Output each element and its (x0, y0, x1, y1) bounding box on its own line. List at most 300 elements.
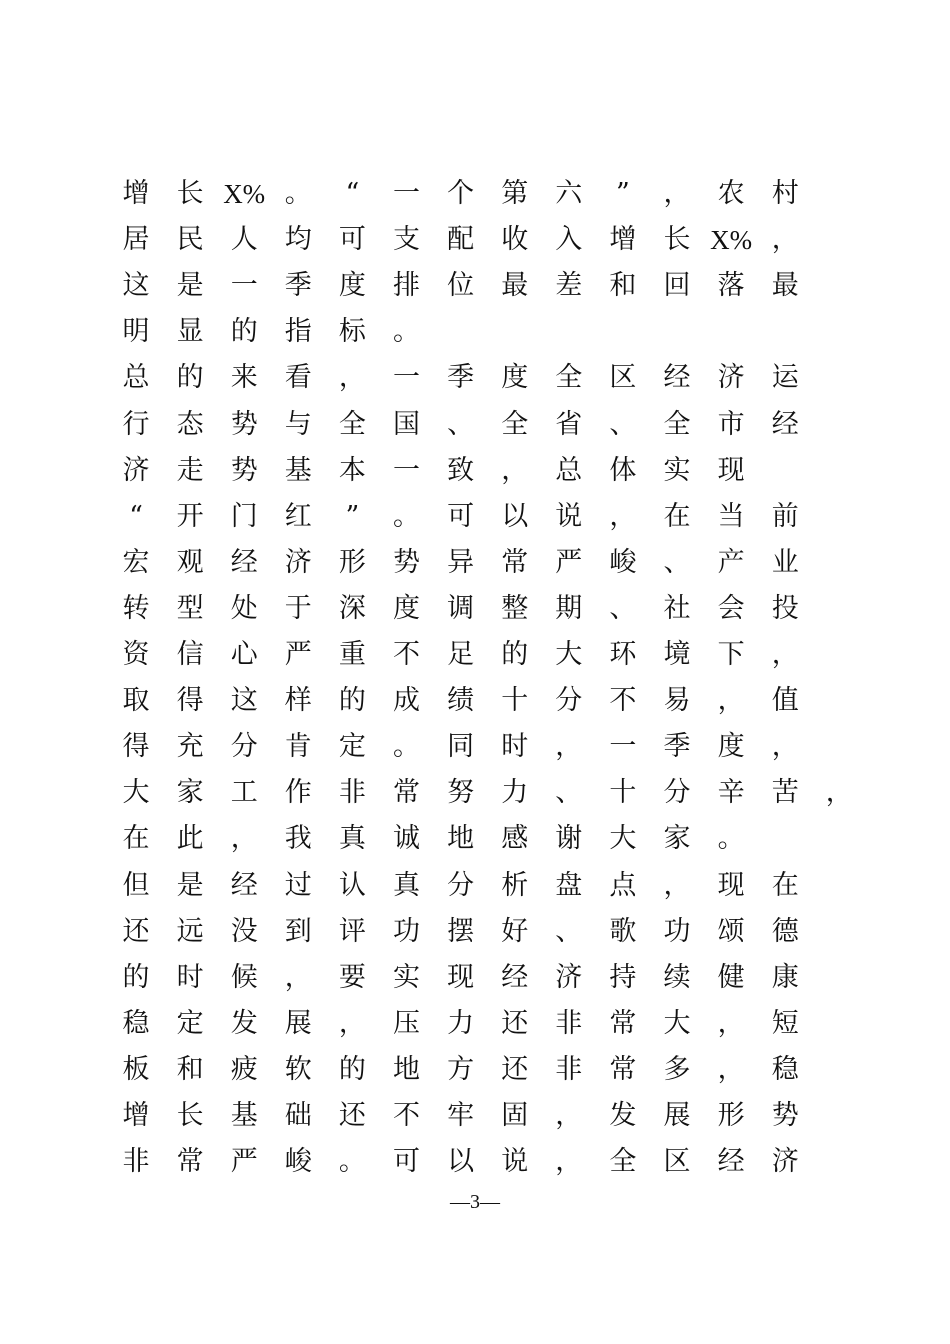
text-char: 软 (284, 1053, 312, 1085)
text-char: 十 (609, 777, 637, 809)
text-char: 可 (447, 500, 475, 532)
text-char: 认 (338, 869, 366, 901)
text-char: 实 (393, 961, 420, 993)
text-char: 真 (338, 823, 366, 855)
text-line (0, 727, 950, 767)
text-char: 此 (176, 823, 204, 855)
text-char: 省 (555, 408, 583, 440)
text-char: 时 (501, 731, 529, 763)
text-char: 诚 (393, 823, 420, 855)
text-char: 峻 (284, 1146, 312, 1178)
text-char: 方 (447, 1053, 475, 1085)
text-char: 功 (393, 915, 420, 947)
text-char: 不 (393, 1100, 420, 1131)
text-char: 人 (230, 224, 258, 256)
text-char: 易 (663, 685, 691, 717)
text-char: 板 (122, 1053, 150, 1085)
text-char: 到 (284, 915, 312, 947)
text-char: 展 (663, 1100, 691, 1131)
text-char: 本 (338, 454, 366, 486)
text-char: 这 (230, 685, 258, 717)
text-char: 我 (284, 823, 312, 855)
text-char: 功 (663, 915, 691, 947)
text-char: 和 (609, 270, 637, 302)
text-char: 区 (663, 1146, 691, 1178)
text-char: 盘 (555, 869, 583, 901)
text-char: 经 (663, 362, 691, 394)
text-char: 全 (609, 1146, 637, 1178)
text-char: 工 (230, 777, 258, 809)
text-char: 续 (663, 961, 691, 993)
text-line (0, 635, 950, 675)
text-char: ， (284, 961, 312, 993)
text-char: 度 (717, 731, 745, 763)
text-char: ， (338, 362, 366, 394)
text-char: 经 (717, 1146, 745, 1178)
text-char: 红 (284, 500, 312, 532)
text-char: 以 (447, 1146, 475, 1178)
text-char: 是 (176, 869, 204, 901)
text-char: 深 (338, 592, 366, 624)
text-char: 势 (393, 546, 420, 578)
text-char: 得 (122, 731, 150, 763)
text-char: ， (609, 500, 637, 532)
text-char: 前 (771, 500, 799, 532)
text-char: 分 (230, 731, 258, 763)
text-char: 的 (122, 961, 150, 993)
text-char: 异 (447, 546, 475, 578)
text-char: 度 (338, 270, 366, 302)
text-char: 差 (555, 270, 583, 302)
text-char: 摆 (447, 915, 475, 947)
text-char: 形 (717, 1100, 745, 1131)
text-char: 疲 (230, 1053, 258, 1085)
text-char: 第 (501, 178, 529, 209)
text-char: 现 (447, 961, 475, 993)
text-char: 一 (230, 270, 258, 302)
text-char: 础 (284, 1100, 312, 1131)
text-char: ， (717, 1007, 745, 1039)
text-char: 持 (609, 961, 637, 993)
text-char: 济 (555, 961, 583, 993)
text-char: 业 (771, 546, 799, 578)
text-char: 说 (555, 500, 583, 532)
text-char: 来 (230, 362, 258, 394)
text-char: 好 (501, 915, 529, 947)
text-char: 、 (609, 592, 637, 624)
text-line (0, 1142, 950, 1182)
text-char: 社 (663, 592, 691, 624)
text-char: 肯 (284, 731, 312, 763)
text-char: 非 (122, 1146, 150, 1178)
text-char: 发 (609, 1100, 637, 1131)
text-line (0, 266, 950, 306)
text-char: 村 (771, 178, 799, 209)
text-line (0, 405, 950, 445)
text-char: 得 (176, 685, 204, 717)
text-line (0, 1050, 950, 1090)
text-char: 常 (393, 777, 420, 809)
text-char: 信 (176, 639, 204, 670)
text-char: ， (555, 731, 583, 763)
text-char: 的 (176, 362, 204, 394)
text-char: 总 (555, 454, 583, 486)
text-char: 的 (230, 316, 258, 348)
text-char: 的 (501, 639, 529, 670)
text-char: 度 (393, 592, 420, 624)
text-char: 谢 (555, 823, 583, 855)
text-char: 宏 (122, 546, 150, 578)
text-char: 在 (663, 500, 691, 532)
text-char: 时 (176, 961, 204, 993)
text-char: 多 (663, 1053, 691, 1085)
text-char: 。 (717, 823, 745, 855)
text-char: 开 (176, 500, 204, 532)
text-char: 排 (393, 270, 420, 302)
text-char: 势 (230, 454, 258, 486)
text-char: 重 (338, 639, 366, 670)
text-char: 入 (555, 224, 583, 256)
text-char: 严 (230, 1146, 258, 1178)
text-char: 势 (230, 408, 258, 440)
text-line (0, 912, 950, 952)
text-line (0, 220, 950, 260)
text-char: 市 (717, 408, 745, 440)
text-char: 区 (609, 362, 637, 394)
text-char: 势 (771, 1100, 799, 1131)
text-char: 态 (176, 408, 204, 440)
text-char: 固 (501, 1100, 529, 1131)
text-char: 不 (609, 685, 637, 717)
text-line (0, 958, 950, 998)
text-char: 地 (393, 1053, 420, 1085)
text-line (0, 773, 950, 813)
text-char: 同 (447, 731, 475, 763)
text-char: 十 (501, 685, 529, 717)
text-char: 的 (338, 685, 366, 717)
text-char: 远 (176, 915, 204, 947)
text-char: ， (771, 731, 799, 763)
text-char: 回 (663, 270, 691, 302)
text-char: 常 (501, 546, 529, 578)
text-char: 分 (447, 869, 475, 901)
text-char: 还 (501, 1007, 529, 1039)
text-char: 力 (447, 1007, 475, 1039)
text-char: ” (615, 178, 630, 209)
text-char: 评 (338, 915, 366, 947)
text-char: 家 (663, 823, 691, 855)
text-char: 不 (393, 639, 420, 670)
text-char: 经 (230, 869, 258, 901)
text-char: 力 (501, 777, 529, 809)
text-char: 境 (663, 639, 691, 670)
text-char: 、 (555, 777, 583, 809)
text-char: 现 (717, 869, 745, 901)
text-char: 说 (501, 1146, 529, 1178)
text-char: ， (771, 639, 799, 670)
text-char: 农 (717, 178, 745, 209)
text-char: 民 (176, 224, 204, 256)
text-char: 没 (230, 915, 258, 947)
text-char: 。 (338, 1146, 366, 1178)
text-char: “ (129, 500, 143, 532)
text-char: 是 (176, 270, 204, 302)
text-char: 收 (501, 224, 529, 256)
text-char: 严 (284, 639, 312, 670)
text-char: 、 (663, 546, 691, 578)
text-char: 非 (555, 1053, 583, 1085)
text-char: 的 (338, 1053, 366, 1085)
text-char: 经 (230, 546, 258, 578)
text-char: 济 (717, 362, 745, 394)
text-char: 一 (393, 454, 420, 486)
text-char: 产 (717, 546, 745, 578)
text-char: 大 (663, 1007, 691, 1039)
text-line (0, 451, 950, 491)
text-char: 。 (393, 500, 420, 532)
text-char: 绩 (447, 685, 475, 717)
text-char: 点 (609, 869, 637, 901)
text-char: 但 (122, 869, 150, 901)
text-char: 形 (338, 546, 366, 578)
text-char: 与 (284, 408, 312, 440)
text-char: 六 (555, 178, 583, 209)
text-char: 配 (447, 224, 475, 256)
text-char: 长 (176, 1100, 204, 1131)
text-char: 苦 (771, 777, 799, 809)
text-char: 处 (230, 592, 258, 624)
text-char: 常 (609, 1007, 637, 1039)
text-char: 地 (447, 823, 475, 855)
text-line (0, 681, 950, 721)
text-char: 支 (393, 224, 420, 256)
text-char: ， (501, 454, 529, 486)
text-char: 显 (176, 316, 204, 348)
text-char: 、 (447, 408, 475, 440)
text-char: 候 (230, 961, 258, 993)
text-char: 明 (122, 316, 150, 348)
text-char: ， (230, 823, 258, 855)
text-line (0, 312, 950, 352)
text-char: 可 (393, 1146, 420, 1178)
text-line (0, 589, 950, 629)
text-char: 取 (122, 685, 150, 717)
text-char: 以 (501, 500, 529, 532)
text-char: 一 (393, 362, 420, 394)
text-char: 运 (771, 362, 799, 394)
text-char: 下 (717, 639, 745, 670)
text-char: 增 (122, 1100, 150, 1131)
text-char: 心 (230, 639, 258, 670)
text-char: 基 (230, 1100, 258, 1131)
text-char: 发 (230, 1007, 258, 1039)
text-char: 大 (609, 823, 637, 855)
text-char: 德 (771, 915, 799, 947)
text-char: X% (223, 179, 266, 209)
text-char: 投 (771, 592, 799, 624)
text-char: 样 (284, 685, 312, 717)
text-char: 在 (122, 823, 150, 855)
text-char: 门 (230, 500, 258, 532)
text-char: 济 (122, 454, 150, 486)
text-char: 全 (663, 408, 691, 440)
text-char: 总 (122, 362, 150, 394)
text-char: 稳 (771, 1053, 799, 1085)
text-char: 观 (176, 546, 204, 578)
text-char: 经 (771, 408, 799, 440)
text-char: 全 (338, 408, 366, 440)
text-char: 作 (284, 777, 312, 809)
text-char: 大 (555, 639, 583, 670)
text-line (0, 1004, 950, 1044)
text-char: 足 (447, 639, 475, 670)
text-char: 分 (663, 777, 691, 809)
text-char: 常 (176, 1146, 204, 1178)
text-char: ， (338, 1007, 366, 1039)
text-char: 实 (663, 454, 691, 486)
text-line (0, 1096, 950, 1136)
text-char: 定 (176, 1007, 204, 1039)
text-char: 分 (555, 685, 583, 717)
text-char: X% (710, 225, 753, 256)
text-char: 析 (501, 869, 529, 901)
text-char: 常 (609, 1053, 637, 1085)
text-char: 济 (771, 1146, 799, 1178)
text-char: ” (345, 500, 360, 532)
text-char: 充 (176, 731, 204, 763)
text-char: 和 (176, 1053, 204, 1085)
text-line (0, 358, 950, 398)
text-char: 。 (284, 178, 312, 209)
text-char: 努 (447, 777, 475, 809)
text-char: 真 (393, 869, 420, 901)
text-char: 健 (717, 961, 745, 993)
text-char: 个 (447, 178, 475, 209)
text-char: 稳 (122, 1007, 150, 1039)
text-char: 季 (447, 362, 475, 394)
text-char: 居 (122, 224, 150, 256)
text-char: 最 (501, 270, 529, 302)
text-char: 非 (338, 777, 366, 809)
text-char: 展 (284, 1007, 312, 1039)
text-char: ， (663, 178, 691, 209)
text-char: ， (663, 869, 691, 901)
text-char: 一 (609, 731, 637, 763)
text-char: ， (717, 1053, 745, 1085)
text-char: 全 (501, 408, 529, 440)
text-char: 长 (176, 178, 204, 209)
text-char: 落 (717, 270, 745, 302)
text-char: 整 (501, 592, 529, 624)
text-char: 调 (447, 592, 475, 624)
text-char: 家 (176, 777, 204, 809)
text-char: 还 (501, 1053, 529, 1085)
text-char: 过 (284, 869, 312, 901)
text-char: 感 (501, 823, 529, 855)
text-char: 。 (393, 316, 420, 348)
text-char: ， (825, 777, 853, 809)
text-char: 严 (555, 546, 583, 578)
text-char: 成 (393, 685, 420, 717)
text-char: 辛 (717, 777, 745, 809)
text-char: ， (555, 1100, 583, 1131)
text-char: 环 (609, 639, 637, 670)
text-char: 看 (284, 362, 312, 394)
text-char: 还 (122, 915, 150, 947)
text-line (0, 866, 950, 906)
text-char: 于 (284, 592, 312, 624)
text-char: 一 (393, 178, 420, 209)
text-char: 短 (771, 1007, 799, 1039)
text-char: 位 (447, 270, 475, 302)
text-char: 指 (284, 316, 312, 348)
text-char: ， (771, 224, 799, 256)
text-char: 致 (447, 454, 475, 486)
text-char: 压 (393, 1007, 420, 1039)
text-line (0, 819, 950, 859)
text-char: 资 (122, 639, 150, 670)
text-char: 增 (609, 224, 637, 256)
text-char: 全 (555, 362, 583, 394)
text-char: 期 (555, 592, 583, 624)
text-char: 行 (122, 408, 150, 440)
text-char: 现 (717, 454, 745, 486)
text-char: 要 (338, 961, 366, 993)
text-char: 可 (338, 224, 366, 256)
text-char: 在 (771, 869, 799, 901)
text-char: 峻 (609, 546, 637, 578)
text-char: 大 (122, 777, 150, 809)
text-char: 型 (176, 592, 204, 624)
text-char: “ (345, 178, 360, 209)
text-char: 济 (284, 546, 312, 578)
text-char: 定 (338, 731, 366, 763)
text-char: 、 (555, 915, 583, 947)
text-char: 均 (284, 224, 312, 256)
text-char: 度 (501, 362, 529, 394)
text-char: 这 (122, 270, 150, 302)
text-char: 季 (663, 731, 691, 763)
text-char: 会 (717, 592, 745, 624)
text-char: 、 (609, 408, 637, 440)
text-line (0, 497, 950, 537)
text-char: 牢 (447, 1100, 475, 1131)
text-char: 颂 (717, 915, 745, 947)
text-char: 值 (771, 685, 799, 717)
text-line (0, 174, 950, 214)
text-char: ， (717, 685, 745, 717)
text-char: 季 (284, 270, 312, 302)
text-char: 经 (501, 961, 529, 993)
text-char: 。 (393, 731, 420, 763)
text-char: ， (555, 1146, 583, 1178)
page-number: —3— (450, 1191, 500, 1213)
text-char: 转 (122, 592, 150, 624)
text-char: 增 (122, 178, 150, 209)
text-char: 走 (176, 454, 204, 486)
text-char: 标 (338, 316, 366, 348)
text-char: 体 (609, 454, 637, 486)
text-line (0, 543, 950, 583)
text-char: 康 (771, 961, 799, 993)
text-char: 最 (771, 270, 799, 302)
text-char: 长 (663, 224, 691, 256)
text-char: 国 (393, 408, 420, 440)
text-char: 还 (338, 1100, 366, 1131)
text-char: 基 (284, 454, 312, 486)
text-char: 当 (717, 500, 745, 532)
text-char: 歌 (609, 915, 637, 947)
